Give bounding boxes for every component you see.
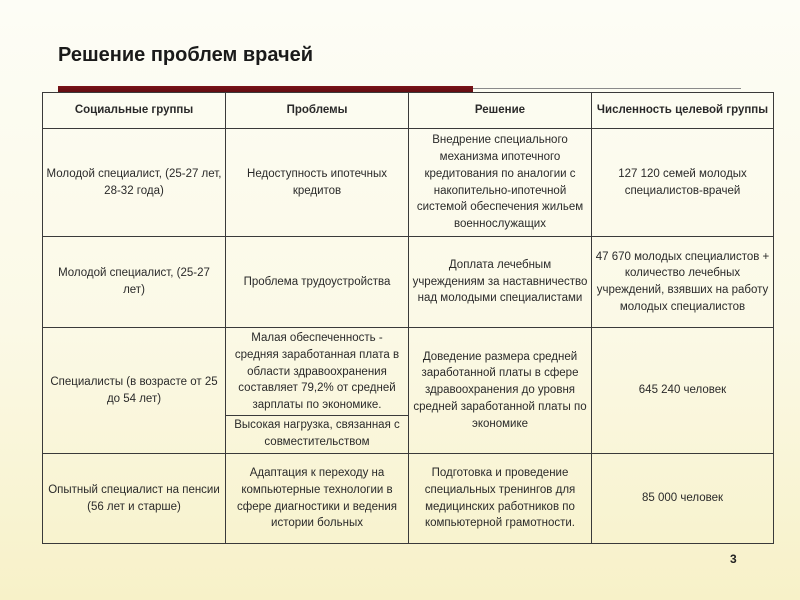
cell-count: 47 670 молодых специалистов + количество лечебных учреждений, взявших на работу молодых специалистов [592,237,774,328]
page-title: Решение проблем врачей [58,44,313,66]
problem-subtable [226,329,408,452]
header-problems: Проблемы [226,93,409,129]
header-social-groups: Социальные группы [43,93,226,129]
cell-solution: Подготовка и проведение специальных тренингов для медицинских работников по компьютерной грамотности. [409,454,592,544]
table-row [43,237,774,328]
cell-count: 85 000 человек [592,454,774,544]
cell-group: Опытный специалист на пенсии (56 лет и старше) [43,454,226,544]
table-row [43,454,774,544]
cell-problem: Проблема трудоустройства [226,237,409,328]
cell-count: 127 120 семей молодых специалистов-врачей [592,129,774,237]
cell-solution: Доведение размера средней заработанной платы в сфере здравоохранения до уровня средней заработанной платы по экономике [409,328,592,454]
cell-group: Молодой специалист, (25-27 лет, 28-32 года) [43,129,226,237]
cell-problem-split [226,328,409,454]
doctors-problems-table [42,92,774,544]
cell-problem: Высокая нагрузка, связанная с совместительством [234,419,400,448]
cell-solution: Доплата лечебным учреждениям за наставничество над молодыми специалистами [409,237,592,328]
table-row [43,328,774,454]
table-row [43,129,774,237]
cell-problem: Малая обеспеченность - средняя заработанная плата в области здравоохранения составляет 79,2% от средней зарплаты по экономике. [226,329,408,416]
cell-solution: Внедрение специального механизма ипотечного кредитования по аналогии с накопительно-ипотечной системой обеспечения жильем военнослужащих [409,129,592,237]
cell-group: Молодой специалист, (25-27 лет) [43,237,226,328]
page-number: 3 [730,552,737,566]
cell-count: 645 240 человек [592,328,774,454]
cell-group: Специалисты (в возрасте от 25 до 54 лет) [43,328,226,454]
header-target-count: Численность целевой группы [592,93,774,129]
cell-problem: Недоступность ипотечных кредитов [226,129,409,237]
header-solution: Решение [409,93,592,129]
cell-problem: Адаптация к переходу на компьютерные технологии в сфере диагностики и ведения истории больных [226,454,409,544]
title-divider-line [473,88,741,89]
table-header-row [43,93,774,129]
